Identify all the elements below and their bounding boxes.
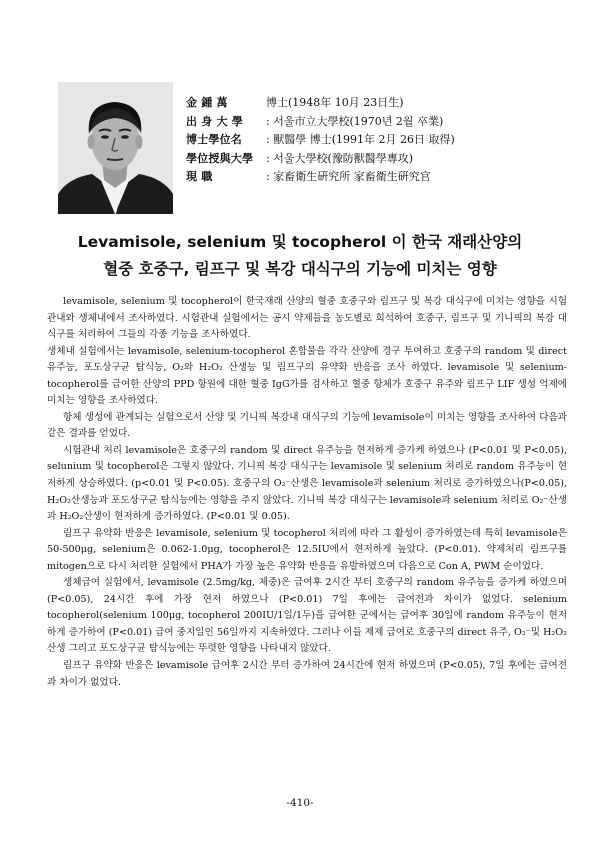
bio-label: 現 職 <box>186 170 213 183</box>
bio-row-degree <box>186 131 586 150</box>
abstract-paragraph: 시험관내 처리 levamisole은 호중구의 random 및 direct 유주능을 현저하게 증가케 하였으나 (P<0.01 및 P<0.05), selunium 및 tocopherol은 그렇지 않았다. 기니픽 복강 대식구는 levamisole 및 selenium 처리로 random 유주능이 현저하게 상승하였다. (p<0.01 및 P<0.05). 호중구의 O₂⁻산생은 levamisole과 selenium 처리로 증가하였으나(P<0.05), H₂O₂산생능과 포도상구균 탐식능에는 영향을 주지 않았다. 기니픽 복강 대식구는 levamisole과 selenium 처리로 O₂⁻산생과 H₂O₂산생이 현저하게 증가하였다. (P<0.01 및 0.05). <box>47 444 567 523</box>
bio-value: : 家畜衛生硏究所 家畜衛生硏究官 <box>266 170 431 183</box>
bio-label: 博士學位名 <box>186 133 242 146</box>
paper-title-line: 혈중 호중구, 림프구 및 복강 대식구의 기능에 미치는 영향 <box>103 260 497 278</box>
bio-row-current-position <box>186 168 586 187</box>
author-bio <box>186 94 586 187</box>
paper-title <box>40 229 560 283</box>
abstract-paragraph: 림프구 유약화 반응은 levamisole 급여후 2시간 부터 증가하여 24시간에 현저 하였으며 (P<0.05), 7일 후에는 급여전과 차이가 없었다. <box>47 660 567 688</box>
abstract-body <box>47 294 567 691</box>
bio-row-granting-university <box>186 150 586 169</box>
page-number: -410- <box>286 797 314 809</box>
bio-value: : 서울市立大學校(1970년 2월 卒業) <box>266 114 444 128</box>
bio-row-name <box>186 94 586 113</box>
bio-row-university <box>186 113 586 132</box>
paper-title-line: Levamisole, selenium 및 tocopherol 이 한국 재래산양의 <box>77 233 523 251</box>
author-photo <box>58 82 173 214</box>
abstract-paragraph: 림프구 유약화 반응은 levamisole, selenium 및 tocopherol 처리에 따라 그 활성이 증가하였는데 특히 levamisole은 50-500μg, selenium은 0.062-1.0μg, tocopherol은 12.5IU에서 현저하게 높았다. (P<0.01). 약제처리 림프구를 mitogen으로 다시 처리한 실험에서 PHA가 가장 높은 유약화 반응을 유발하였으며 다음으로 Con A, PWM 순이었다. <box>47 527 567 572</box>
abstract-paragraph: levamisole, selenium 및 tocopherol이 한국재래 산양의 혈중 호중구와 림프구 및 복강 대식구에 미치는 영향을 시험관내와 생체내에서 조사하였다. 시험관내 실험에서는 공시 약제들을 농도별로 희석하여 호중구, 림프구 및 기니픽의 복강 대식구를 처리하여 그들의 각종 기능을 조사하였다. <box>47 296 567 341</box>
bio-label: 金 鍾 萬 <box>186 96 228 109</box>
abstract-paragraph: 항체 생성에 관계되는 실험으로서 산양 및 기니픽 복강내 대식구의 기능에 levamisole이 미치는 영향을 조사하여 다음과 같은 결과를 얻었다. <box>47 411 567 440</box>
author-portrait-image <box>58 82 173 214</box>
bio-value: : 서울大學校(豫防獸醫學專攻) <box>266 151 414 165</box>
bio-label: 學位授與大學 <box>186 151 254 165</box>
bio-label: 出 身 大 學 <box>186 114 243 128</box>
bio-value: : 獸醫學 博士(1991年 2月 26日 取得) <box>266 133 455 146</box>
abstract-paragraph: 생체내 실험에서는 levamisole, selenium-tocopherol 혼합물을 각각 산양에 경구 투여하고 호중구의 random 및 direct 유주능, 포도상구균 탐식능, O₂와 H₂O₂ 산생능 및 림프구의 유약화 반응을 조사 하였다. levamisole 및 selenium-tocopherol를 급여한 산양의 PPD 항원에 대한 혈중 IgG가를 검사하고 혈중 항체가 호중구 유주와 림프구 LIF 생성 억제에 미치는 영향을 조사하였다. <box>47 345 567 407</box>
bio-value: 博士(1948年 10月 23日生) <box>266 96 404 109</box>
abstract-paragraph: 생체급여 실험에서, levamisole (2.5mg/kg, 체중)은 급여후 2시간 부터 호중구의 random 유주능을 증가케 하였으며 (P<0.05), 24시간 후에 가장 현저 하였으나 (P<0.01) 7일 후에는 급여전과 차이가 없었다. selenium tocopherol(selenium 100μg, tocopherol 200IU/1일/1두)을 급여한 군에서는 급여후 30일에 random 유주능이 현저하게 증가하여 (P<0.01) 급여 중지일인 56일까지 지속하였다. 그러나 이들 제제 급여로 호중구의 direct 유주, O₂⁻및 H₂O₂ 산생 그리고 포도상구균 탐식능에는 뚜렷한 영향을 나타내지 않았다. <box>47 577 567 655</box>
